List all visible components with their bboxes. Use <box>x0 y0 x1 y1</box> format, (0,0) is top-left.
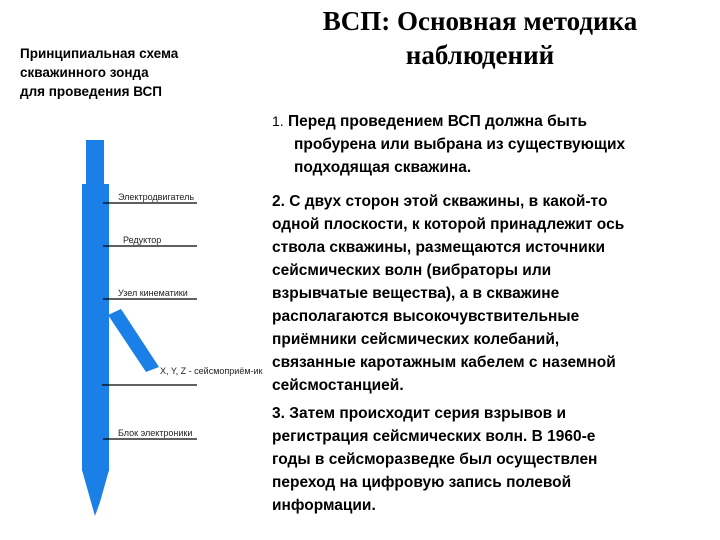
caption-line-1: Принципиальная схема <box>20 46 179 61</box>
p1-line-3: подходящая скважина. <box>294 159 472 176</box>
p1-line-1 <box>272 110 702 133</box>
label-kinematic: Узел кинематики <box>118 288 188 298</box>
borehole-probe-diagram <box>0 0 270 540</box>
caption-line-2: скважинного зонда <box>20 65 149 80</box>
p2-line-1: 2. С двух сторон этой скважины, в какой-то <box>272 193 608 210</box>
label-receiver: X, Y, Z - сейсмоприём-ик <box>160 366 263 376</box>
p2-line-9: сейсмостанцией. <box>272 377 404 394</box>
p3-line-5: информации. <box>272 497 376 514</box>
p2-line-7: приёмники сейсмических колебаний, <box>272 331 560 348</box>
paragraph-1 <box>272 110 702 179</box>
p2-line-6: располагаются высокочувствительные <box>272 308 580 325</box>
title-line-1: ВСП: Основная методика <box>322 6 638 36</box>
label-motor: Электродвигатель <box>118 192 195 202</box>
p2-line-2: одной плоскости, к которой принадлежит ось <box>272 216 625 233</box>
probe-cable-section <box>86 140 104 186</box>
p1-line-2: пробурена или выбрана из существующих <box>294 136 626 153</box>
paragraph-2 <box>272 190 702 397</box>
page-title <box>270 4 690 72</box>
probe-nose <box>82 470 109 516</box>
probe-sensor-arm <box>108 309 159 372</box>
p3-line-1: 3. Затем происходит серия взрывов и <box>272 405 567 422</box>
p2-line-8: связанные каротажным кабелем с наземной <box>272 354 616 371</box>
caption-line-3: для проведения ВСП <box>20 84 162 99</box>
p2-line-5: взрывчатые вещества), а в скважине <box>272 285 560 302</box>
p3-line-2: регистрация сейсмических волн. В 1960-е <box>272 428 596 445</box>
p3-line-3: годы в сейсморазведке был осуществлен <box>272 451 598 468</box>
probe-body <box>82 184 109 471</box>
p2-line-3: ствола скважины, размещаются источники <box>272 239 606 256</box>
label-electronics: Блок электроники <box>118 428 193 438</box>
paragraph-3 <box>272 402 702 517</box>
p3-line-4: переход на цифровую запись полевой <box>272 474 572 491</box>
p1-line-1-text: Перед проведением ВСП должна быть <box>288 113 587 130</box>
title-line-2: наблюдений <box>405 40 555 70</box>
p1-number: 1. <box>272 113 284 129</box>
label-reducer: Редуктор <box>123 235 162 245</box>
p2-line-4: сейсмических волн (вибраторы или <box>272 262 552 279</box>
